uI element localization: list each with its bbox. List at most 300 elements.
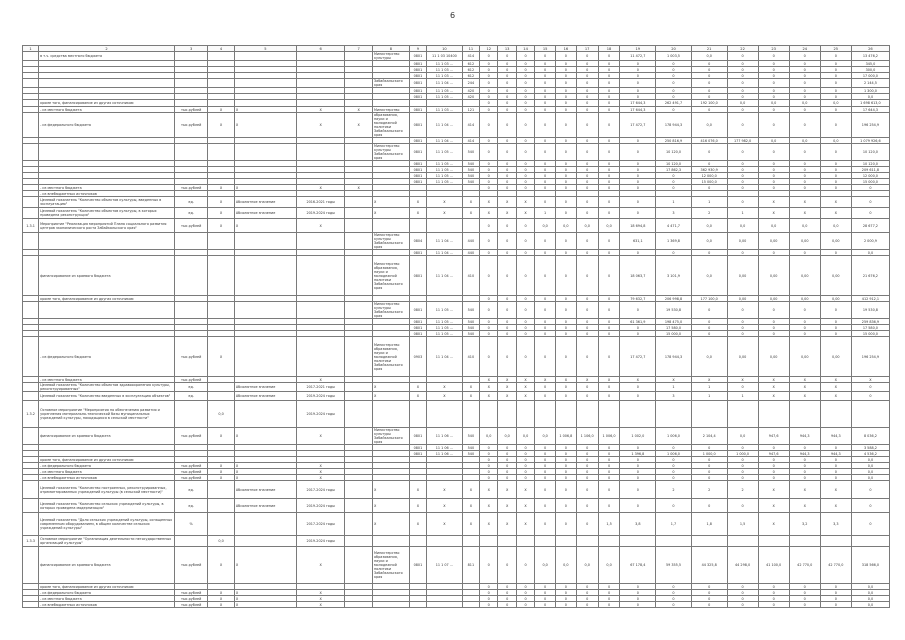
table-cell: 0 <box>480 73 498 79</box>
table-cell: 0 <box>851 513 889 536</box>
table-cell <box>576 536 598 547</box>
table-row <box>23 100 890 107</box>
table-cell: 0 <box>789 173 820 179</box>
table-cell: 0 <box>851 499 889 513</box>
table-cell: X <box>208 428 234 445</box>
table-cell: 947,6 <box>758 428 789 445</box>
table-cell: тыс.рублей <box>174 469 207 475</box>
table-cell: 0 <box>758 179 789 185</box>
table-cell: 0 <box>535 392 556 401</box>
table-cell <box>296 52 344 61</box>
table-cell: 0,00 <box>727 256 758 296</box>
table-cell: X <box>498 197 516 208</box>
table-cell: 1 006,0 <box>598 428 620 445</box>
table-cell: 0 <box>620 79 656 88</box>
table-cell: 1 106,0 <box>576 428 598 445</box>
table-cell: 2017-2024 годы <box>296 481 344 499</box>
table-cell: 0,0 <box>598 547 620 584</box>
table-cell: X <box>372 392 409 401</box>
table-cell: 0 <box>820 107 851 113</box>
table-cell: 0 <box>789 445 820 451</box>
table-cell: 0804 <box>409 233 426 250</box>
table-cell: X <box>296 469 344 475</box>
table-cell: 0,0 <box>727 219 758 233</box>
table-cell: 0 <box>480 469 498 475</box>
table-cell: 0 <box>789 73 820 79</box>
table-cell: 4 471,7 <box>656 219 692 233</box>
table-cell: 0 <box>727 250 758 256</box>
table-cell: 0 <box>498 100 516 107</box>
table-cell: Абсолютное значение <box>234 197 296 208</box>
table-cell: 0 <box>516 451 534 457</box>
table-cell: в т.ч. средства местного бюджета <box>39 52 175 61</box>
table-cell: 0801 <box>409 167 426 173</box>
table-cell: 0 <box>727 457 758 463</box>
column-number-cell: 4 <box>208 46 234 52</box>
table-cell <box>556 401 577 428</box>
table-cell: 0 <box>727 67 758 73</box>
table-cell: тыс.рублей <box>174 590 207 596</box>
column-number-cell: 21 <box>691 46 727 52</box>
table-cell <box>23 428 39 445</box>
table-cell: ед. <box>174 208 207 219</box>
table-cell: X <box>427 481 463 499</box>
table-cell: 0 <box>576 79 598 88</box>
table-cell: Министерство культуры Забайкальского края <box>372 302 409 319</box>
table-cell: 0,00 <box>789 337 820 377</box>
table-cell: 0 <box>516 296 534 302</box>
table-cell: X <box>345 185 373 191</box>
table-cell <box>296 302 344 319</box>
table-cell: X <box>820 481 851 499</box>
table-cell <box>208 52 234 61</box>
table-cell: 416 076,0 <box>691 138 727 144</box>
table-cell: тыс.рублей <box>174 463 207 469</box>
table-cell: X <box>345 107 373 113</box>
table-cell: 0 <box>727 590 758 596</box>
table-cell: 13 476,2 <box>851 52 889 61</box>
table-cell: 0 <box>656 79 692 88</box>
table-cell: 0 <box>498 256 516 296</box>
table-cell: 0 <box>598 167 620 173</box>
table-cell: 0 <box>789 167 820 173</box>
table-cell: 540 <box>462 451 479 457</box>
table-cell: 0,0 <box>498 428 516 445</box>
table-cell: 0 <box>516 331 534 337</box>
table-cell: 0,0 <box>851 590 889 596</box>
column-number-cell: 8 <box>372 46 409 52</box>
table-cell: 0 <box>691 161 727 167</box>
table-cell <box>208 383 234 392</box>
table-cell: 0801 <box>409 144 426 161</box>
table-cell <box>39 79 175 88</box>
table-cell: 0 <box>480 94 498 100</box>
table-cell: 0 <box>758 73 789 79</box>
table-cell: 0 <box>758 94 789 100</box>
table-cell: 17 000,0 <box>851 73 889 79</box>
table-cell: X <box>789 377 820 383</box>
table-cell: 0 <box>516 113 534 138</box>
table-cell: 0,0 <box>758 219 789 233</box>
table-cell: 0 <box>535 602 556 608</box>
table-cell: 0 <box>576 113 598 138</box>
table-cell: 10 120,0 <box>656 144 692 161</box>
table-cell: 0 <box>480 250 498 256</box>
table-cell: 0,00 <box>789 296 820 302</box>
table-row <box>23 79 890 88</box>
table-cell: 11 1 05 ... <box>427 167 463 173</box>
table-cell: 0 <box>556 331 577 337</box>
table-cell: 0 <box>820 469 851 475</box>
table-cell <box>23 144 39 161</box>
table-cell: 0 <box>556 481 577 499</box>
table-cell: ед. <box>174 392 207 401</box>
table-cell: 0 <box>598 392 620 401</box>
table-cell: 0 <box>535 445 556 451</box>
table-cell: 1 396,8 <box>620 451 656 457</box>
table-cell: 0801 <box>409 113 426 138</box>
table-cell <box>345 499 373 513</box>
table-cell: 0 <box>556 94 577 100</box>
table-cell: Целевой показатель "Количество объектов культуры, введенных в эксплуатацию" <box>39 197 175 208</box>
table-cell: 0,0 <box>691 219 727 233</box>
table-cell <box>462 401 479 428</box>
table-cell: 0 <box>516 445 534 451</box>
table-cell: ед. <box>174 499 207 513</box>
table-cell: 59 355,5 <box>656 547 692 584</box>
table-cell: 0 <box>620 469 656 475</box>
table-cell: X <box>296 185 344 191</box>
table-cell: 0 <box>516 61 534 67</box>
table-cell: 0 <box>758 302 789 319</box>
table-cell: X <box>498 392 516 401</box>
table-cell: 1,5 <box>598 513 620 536</box>
table-cell: 0 <box>535 584 556 590</box>
table-cell <box>208 233 234 250</box>
table-cell: 0 <box>498 596 516 602</box>
table-cell: 19 530,8 <box>656 302 692 319</box>
table-cell: 420 <box>462 94 479 100</box>
table-cell: - из внебюджетных источников <box>39 602 175 608</box>
table-cell: 44 298,0 <box>727 547 758 584</box>
table-cell: 0 <box>556 107 577 113</box>
table-cell: 0 <box>620 325 656 331</box>
table-cell: 0 <box>789 463 820 469</box>
table-cell: 0 <box>758 144 789 161</box>
table-cell: 0 <box>498 457 516 463</box>
table-cell <box>234 401 296 428</box>
table-cell: 0 <box>576 602 598 608</box>
table-cell: 0 <box>498 179 516 185</box>
table-cell <box>345 302 373 319</box>
table-cell: тыс.рублей <box>174 113 207 138</box>
table-cell: 0,0 <box>851 475 889 481</box>
column-number-cell: 25 <box>820 46 851 52</box>
table-cell: 0 <box>789 144 820 161</box>
table-cell: 2 <box>656 481 692 499</box>
table-cell: 540 <box>462 325 479 331</box>
table-cell: X <box>462 481 479 499</box>
table-cell <box>23 392 39 401</box>
table-cell: X <box>427 392 463 401</box>
table-cell: 0 <box>576 185 598 191</box>
table-cell: X <box>789 481 820 499</box>
table-cell: тыс.рублей <box>174 596 207 602</box>
table-cell: 410 <box>462 256 479 296</box>
table-cell: 0 <box>598 94 620 100</box>
table-cell: 0 <box>789 302 820 319</box>
table-cell: ед. <box>174 481 207 499</box>
table-cell: 0 <box>691 590 727 596</box>
table-cell: 0 <box>498 451 516 457</box>
table-cell: 0 <box>620 499 656 513</box>
table-cell: 0,0 <box>691 256 727 296</box>
table-cell: 0 <box>656 94 692 100</box>
table-cell: 0 <box>535 88 556 94</box>
table-cell: X <box>480 513 498 536</box>
table-cell: X <box>556 377 577 383</box>
table-cell <box>372 100 409 107</box>
table-cell: 42 770,0 <box>789 547 820 584</box>
table-cell: Министерство культуры Забайкальского края <box>372 428 409 445</box>
column-number-cell: 2 <box>39 46 175 52</box>
table-cell: X <box>516 499 534 513</box>
table-cell: 10 120,0 <box>656 161 692 167</box>
table-cell: 0 <box>516 590 534 596</box>
table-cell: тыс.рублей <box>174 107 207 113</box>
table-cell: 0 <box>556 457 577 463</box>
table-cell: 0 <box>758 113 789 138</box>
table-cell: 0 <box>498 469 516 475</box>
table-cell: X <box>208 596 234 602</box>
table-cell: X <box>535 377 556 383</box>
table-cell: 0,0 <box>691 113 727 138</box>
table-cell: X <box>789 499 820 513</box>
table-cell: 0 <box>598 602 620 608</box>
table-cell <box>39 144 175 161</box>
table-cell: 0 <box>598 475 620 481</box>
table-cell <box>345 536 373 547</box>
table-cell: 0 <box>691 463 727 469</box>
table-cell: 0 <box>576 73 598 79</box>
table-cell: 0 <box>556 445 577 451</box>
table-cell: 0 <box>758 250 789 256</box>
table-cell: 0 <box>691 302 727 319</box>
table-cell: 1 000,0 <box>727 451 758 457</box>
table-cell: 0 <box>556 144 577 161</box>
table-cell: X <box>480 208 498 219</box>
table-cell: X <box>234 428 296 445</box>
table-cell: 0 <box>598 463 620 469</box>
table-cell: 0 <box>620 457 656 463</box>
column-number-cell: 6 <box>296 46 344 52</box>
table-row <box>23 547 890 584</box>
table-cell: 0 <box>535 100 556 107</box>
table-cell: 0 <box>620 208 656 219</box>
table-cell: X <box>372 513 409 536</box>
table-cell: 0 <box>480 113 498 138</box>
table-cell: 0 <box>556 337 577 377</box>
table-cell: 0 <box>758 590 789 596</box>
table-cell: 0801 <box>409 161 426 167</box>
table-cell: 0 <box>691 325 727 331</box>
table-cell <box>23 383 39 392</box>
table-cell: 11 1 04 ... <box>427 250 463 256</box>
table-cell: 0 <box>758 79 789 88</box>
table-cell: 0 <box>656 602 692 608</box>
table-cell: Целевой показатель "Количество объектов здравоохранения культуры, реконструированных" <box>39 383 175 392</box>
table-cell: 0 <box>727 167 758 173</box>
table-cell: 1 <box>727 392 758 401</box>
table-cell: X <box>234 602 296 608</box>
table-cell: тыс.рублей <box>174 337 207 377</box>
table-cell: 250 816,9 <box>656 138 692 144</box>
table-cell: 0 <box>656 469 692 475</box>
table-cell: 0,0 <box>535 219 556 233</box>
table-cell: 0,0 <box>556 547 577 584</box>
table-cell <box>208 256 234 296</box>
table-cell: 0 <box>758 107 789 113</box>
table-cell: 177 982,0 <box>727 138 758 144</box>
table-cell: 0801 <box>409 79 426 88</box>
table-cell: 0801 <box>409 67 426 73</box>
column-number-cell: 23 <box>758 46 789 52</box>
table-cell <box>296 79 344 88</box>
table-cell: тыс.рублей <box>174 475 207 481</box>
table-cell: 0 <box>576 88 598 94</box>
table-cell: 0 <box>820 144 851 161</box>
table-cell <box>427 219 463 233</box>
table-cell: 0 <box>758 331 789 337</box>
table-cell: 11 1 04 ... <box>427 79 463 88</box>
table-cell: 0 <box>576 107 598 113</box>
table-cell <box>345 52 373 61</box>
table-cell: Министерство культуры Забайкальского края <box>372 144 409 161</box>
table-cell: 0 <box>480 52 498 61</box>
table-cell: 0 <box>576 161 598 167</box>
table-cell: 0 <box>576 513 598 536</box>
table-cell: 0 <box>516 233 534 250</box>
table-cell: 0,00 <box>758 256 789 296</box>
table-cell: 0 <box>556 499 577 513</box>
table-cell: 0 <box>820 185 851 191</box>
table-cell: 0 <box>556 73 577 79</box>
table-cell: 0 <box>727 94 758 100</box>
table-cell: 414 <box>462 113 479 138</box>
table-cell: 11 1 05 ... <box>427 144 463 161</box>
table-cell <box>727 401 758 428</box>
table-cell: 11 1 03 ... <box>427 73 463 79</box>
table-cell: 0 <box>656 173 692 179</box>
table-row <box>23 197 890 208</box>
table-cell: 0 <box>598 173 620 179</box>
table-cell: Основное мероприятие "Мероприятия по обеспечению развития и укрепления материально-технической базы муниципальных учреждений культуры, находящихся в сельской местности" <box>39 401 175 428</box>
table-cell: 0 <box>535 173 556 179</box>
table-cell: 0 <box>498 445 516 451</box>
column-number-cell: 22 <box>727 46 758 52</box>
table-cell: 0 <box>556 463 577 469</box>
table-cell <box>208 513 234 536</box>
table-cell <box>480 536 498 547</box>
table-cell: 0 <box>556 325 577 331</box>
table-cell: 11 1 05 ... <box>427 94 463 100</box>
table-cell: 11 1 06 ... <box>427 451 463 457</box>
table-cell: 0 <box>516 319 534 325</box>
table-cell: 0 <box>480 173 498 179</box>
table-cell: 0 <box>820 457 851 463</box>
table-cell: 0 <box>576 179 598 185</box>
table-cell: 0 <box>516 337 534 377</box>
table-cell: X <box>208 469 234 475</box>
table-cell: 0 <box>498 138 516 144</box>
table-cell: 0,0 <box>758 100 789 107</box>
table-cell: 0801 <box>409 302 426 319</box>
table-cell: 0 <box>516 325 534 331</box>
column-number-cell: 26 <box>851 46 889 52</box>
table-cell: 0 <box>576 208 598 219</box>
table-cell: 0 <box>556 138 577 144</box>
table-cell: 0 <box>556 383 577 392</box>
table-cell: X <box>208 197 234 208</box>
table-cell: 0 <box>516 167 534 173</box>
table-cell: 0 <box>556 296 577 302</box>
table-cell: 0 <box>480 167 498 173</box>
column-number-cell: 9 <box>409 46 426 52</box>
table-cell: 0 <box>620 392 656 401</box>
table-cell: 0 <box>598 481 620 499</box>
table-cell: 0 <box>480 463 498 469</box>
table-cell: Министерство образования, науки и молодежной политики Забайкальского края <box>372 337 409 377</box>
table-cell: 0 <box>789 185 820 191</box>
table-cell: 540 <box>462 319 479 325</box>
table-cell: 1 006,0 <box>656 428 692 445</box>
table-cell: 0 <box>535 302 556 319</box>
table-cell: 0 <box>498 67 516 73</box>
table-cell: 0 <box>535 513 556 536</box>
table-cell: 0 <box>598 161 620 167</box>
table-cell: 196 254,9 <box>851 337 889 377</box>
table-cell: 0 <box>620 61 656 67</box>
table-cell <box>620 401 656 428</box>
table-cell: 0 <box>620 475 656 481</box>
table-cell: 0,00 <box>820 337 851 377</box>
table-cell: 0,0 <box>535 428 556 445</box>
table-cell: 0 <box>576 197 598 208</box>
table-cell: 0 <box>576 319 598 325</box>
table-cell: 0 <box>727 173 758 179</box>
table-cell: X <box>234 547 296 584</box>
table-cell: 0 <box>498 602 516 608</box>
table-cell: 0 <box>598 185 620 191</box>
table-cell: 540 <box>462 167 479 173</box>
table-cell <box>789 401 820 428</box>
table-cell <box>409 602 426 608</box>
table-cell: 0 <box>691 144 727 161</box>
table-cell: 0 <box>576 94 598 100</box>
table-cell: X <box>409 513 426 536</box>
table-cell: 0801 <box>409 138 426 144</box>
table-cell: 0 <box>480 475 498 481</box>
table-cell: 0801 <box>409 52 426 61</box>
table-cell: 0 <box>516 475 534 481</box>
table-cell: 3 101,9 <box>656 256 692 296</box>
table-cell: X <box>372 383 409 392</box>
table-cell: 0 <box>758 325 789 331</box>
table-cell: 944,3 <box>820 428 851 445</box>
table-cell: 0 <box>727 445 758 451</box>
table-cell: 0 <box>727 475 758 481</box>
column-number-cell: 24 <box>789 46 820 52</box>
